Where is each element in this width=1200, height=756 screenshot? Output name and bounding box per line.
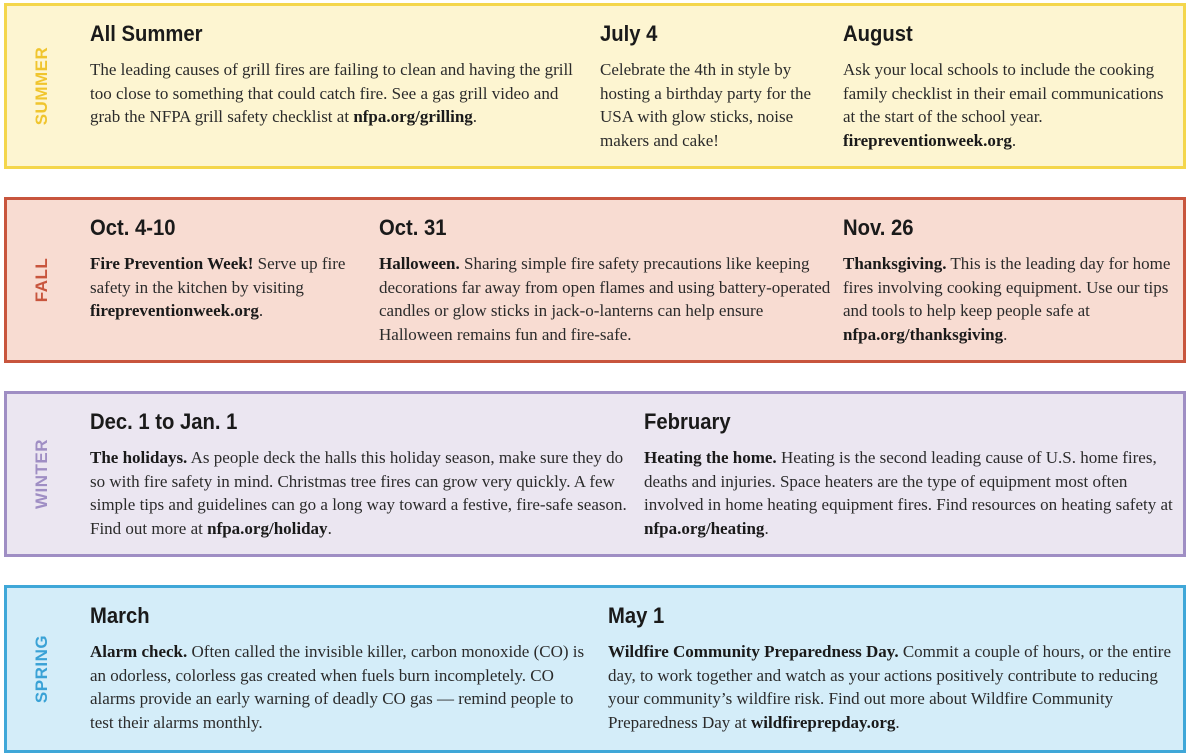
season-label-text: SPRING: [32, 634, 51, 704]
event-bold-lead: Wildfire Community Preparedness Day.: [608, 642, 899, 661]
event-bold-lead: Alarm check.: [90, 642, 188, 661]
event-body: Ask your local schools to include the cooking family checklist in their email communications at the start of the school year.: [843, 60, 1164, 126]
event-end: .: [472, 107, 478, 126]
event-link[interactable]: firepreventionweek.org: [90, 301, 259, 320]
event-column-july-4: [600, 20, 830, 152]
event-text: [90, 252, 366, 323]
event-body: The leading causes of grill fires are failing to clean and having the grill too close to something that could catch fire. See a gas grill video and grab the NFPA grill safety checklist at: [90, 60, 573, 126]
event-column-march: [90, 602, 590, 734]
event-column-oct-31: [379, 214, 835, 346]
event-column-nov-26: [843, 214, 1179, 346]
event-column-dec-1-to-jan-1: [90, 408, 636, 540]
event-bold-lead: Halloween.: [379, 254, 460, 273]
event-text: [843, 58, 1179, 152]
event-text: [379, 252, 835, 346]
event-link[interactable]: nfpa.org/holiday: [207, 518, 328, 538]
event-heading: Dec. 1 to Jan. 1: [90, 409, 238, 434]
event-body: This is the leading day for home fires involving cooking equipment. Use our tips and tools to help keep people safe at: [843, 254, 1171, 320]
event-end: .: [327, 518, 332, 538]
event-link[interactable]: wildfireprepday.org: [751, 712, 896, 732]
season-panel-winter: [4, 391, 1186, 557]
event-text: [600, 58, 830, 152]
event-heading: February: [644, 409, 731, 434]
event-heading: Nov. 26: [843, 215, 914, 240]
event-text: [644, 446, 1180, 540]
event-column-may-1: [608, 602, 1180, 734]
season-panel-fall: [4, 197, 1186, 363]
season-panel-spring: [4, 585, 1186, 753]
event-body: Heating is the second leading cause of U.S. home fires, deaths and injuries. Space heaters are the type of equipment most often involved in home heating equipment fires. Find resources on heating safety at: [644, 448, 1173, 514]
event-heading: May 1: [608, 603, 665, 628]
event-text: [608, 640, 1180, 734]
event-heading: August: [843, 21, 913, 46]
season-label-spring: [7, 588, 77, 750]
event-end: .: [895, 712, 900, 732]
season-panel-summer: [4, 3, 1186, 169]
event-bold-lead: The holidays.: [90, 448, 188, 467]
event-link[interactable]: nfpa.org/heating: [644, 518, 765, 538]
season-label-text: FALL: [32, 257, 51, 303]
event-body: As people deck the halls this holiday season, make sure they do so with fire safety in mind. Christmas tree fires can grow very quickly. A few simple tips and guidelines can go a long way toward a festive, fire-safe season. Find out more at: [90, 448, 627, 538]
event-body: Often called the invisible killer, carbon monoxide (CO) is an odorless, colorless gas created when fuels burn incompletely. CO alarms provide an early warning of deadly CO gas — remind people to test their alarms monthly.: [90, 642, 585, 732]
event-link[interactable]: nfpa.org/grilling: [353, 107, 473, 126]
season-label-text: WINTER: [32, 438, 51, 510]
event-link[interactable]: firepreventionweek.org: [843, 130, 1012, 150]
event-end: .: [1011, 130, 1017, 150]
event-body: Celebrate the 4th in style by hosting a birthday party for the USA with glow sticks, noise makers and cake!: [600, 60, 812, 150]
event-heading: March: [90, 603, 150, 628]
event-column-august: [843, 20, 1179, 152]
event-heading: All Summer: [90, 21, 203, 46]
event-bold-lead: Fire Prevention Week!: [90, 254, 254, 273]
season-label-winter: [7, 394, 77, 554]
event-heading: July 4: [600, 21, 658, 46]
event-column-oct-4-10: [90, 214, 366, 323]
event-body: Commit a couple of hours, or the entire day, to work together and watch as your actions positively contribute to reducing your community’s wildfire risk. Find out more about Wildfire Community Preparedness Day at: [608, 642, 1172, 732]
event-text: [843, 252, 1179, 346]
event-column-february: [644, 408, 1180, 540]
event-end: .: [764, 518, 769, 538]
event-body: Serve up fire safety in the kitchen by visiting: [90, 254, 346, 297]
event-text: [90, 640, 590, 734]
event-text: [90, 58, 580, 129]
event-body: Sharing simple fire safety precautions like keeping decorations far away from open flames and using battery-operated candles or glow sticks in jack-o-lanterns can help ensure Halloween remains fun and fire-safe.: [379, 254, 831, 344]
event-heading: Oct. 31: [379, 215, 447, 240]
event-heading: Oct. 4-10: [90, 215, 176, 240]
season-label-summer: [7, 6, 77, 166]
season-label-fall: [7, 200, 77, 360]
event-column-all-summer: [90, 20, 580, 129]
event-end: .: [1003, 324, 1008, 344]
event-bold-lead: Heating the home.: [644, 448, 777, 467]
event-bold-lead: Thanksgiving.: [843, 254, 947, 273]
event-end: .: [258, 301, 264, 320]
season-label-text: SUMMER: [32, 46, 51, 126]
event-text: [90, 446, 636, 540]
event-link[interactable]: nfpa.org/thanksgiving: [843, 324, 1004, 344]
